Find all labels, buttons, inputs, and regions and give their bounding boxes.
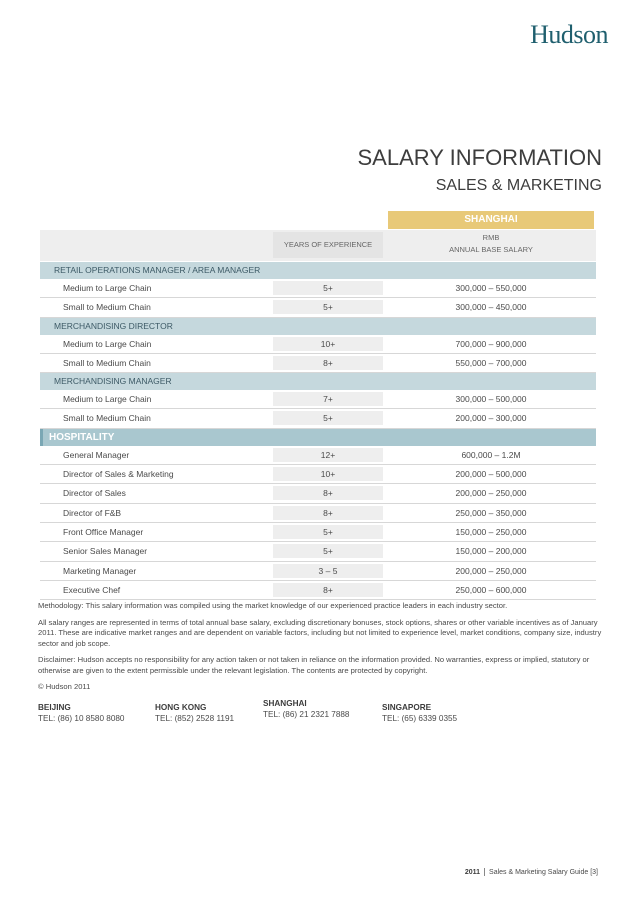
- methodology-note: Methodology: This salary information was compiled using the market knowledge of our experienced practice leaders in each industry sector.: [38, 601, 508, 610]
- role-cell: Senior Sales Manager: [63, 546, 148, 557]
- salary-cell: 150,000 – 200,000: [455, 546, 527, 557]
- page-subtitle: SALES & MARKETING: [435, 177, 602, 194]
- role-cell: Medium to Large Chain: [63, 394, 152, 405]
- office-city: SHANGHAI: [263, 699, 307, 708]
- experience-cell: 5+: [273, 544, 383, 558]
- salary-cell: 600,000 – 1.2M: [461, 449, 521, 460]
- table-row: [40, 409, 596, 427]
- office-city: HONG KONG: [155, 703, 207, 712]
- salary-cell: 250,000 – 600,000: [455, 584, 527, 595]
- table-row: [40, 523, 596, 541]
- office-beijing: [38, 702, 125, 724]
- salary-cell: 150,000 – 250,000: [455, 526, 527, 537]
- role-cell: Small to Medium Chain: [63, 357, 151, 368]
- experience-cell: 8+: [273, 356, 383, 370]
- salary-cell: 200,000 – 250,000: [455, 565, 527, 576]
- footer-page: [3]: [590, 868, 598, 876]
- hudson-logo: Hudson: [530, 20, 608, 49]
- role-cell: Marketing Manager: [63, 565, 137, 576]
- table-row: [40, 484, 596, 502]
- office-hongkong: [155, 702, 234, 724]
- office-tel: TEL: (86) 21 2321 7888: [263, 710, 350, 719]
- salary-cell: 200,000 – 250,000: [455, 488, 527, 499]
- experience-cell: 8+: [273, 583, 383, 597]
- office-shanghai: [263, 698, 350, 720]
- experience-column-header: YEARS OF EXPERIENCE: [273, 232, 383, 258]
- experience-cell: 8+: [273, 486, 383, 500]
- experience-cell: 8+: [273, 506, 383, 520]
- section-header: HOSPITALITY: [40, 429, 596, 446]
- table-row: [40, 542, 596, 560]
- office-tel: TEL: (65) 6339 0355: [382, 714, 458, 723]
- experience-cell: 7+: [273, 392, 383, 406]
- office-tel: TEL: (86) 10 8580 8080: [38, 714, 125, 723]
- salary-cell: 550,000 – 700,000: [455, 357, 527, 368]
- role-cell: Small to Medium Chain: [63, 413, 151, 424]
- disclaimer-note: Disclaimer: Hudson accepts no responsibility for any action taken or not taken in reliance on the information provided. No warranties, express or implied, statutory or otherwise are given to the extent permissible under the relevant legislation. The contents are protected by copyright.: [38, 655, 590, 675]
- table-row: [40, 354, 596, 372]
- salary-cell: 300,000 – 550,000: [455, 283, 527, 293]
- section-header: MERCHANDISING DIRECTOR: [40, 318, 596, 335]
- salary-cell: 700,000 – 900,000: [455, 338, 527, 349]
- salary-table: [40, 262, 596, 600]
- ranges-note: All salary ranges are represented in terms of total annual base salary, excluding discretionary bonuses, stock options, shares or other variable incentives as of January 2011. These are indicative market ranges and are dependent on variable factors, including but not limited to experience level, market conditions, company size, industry sector and job scope.: [38, 617, 602, 648]
- experience-cell: 5+: [273, 411, 383, 425]
- experience-cell: 5+: [273, 525, 383, 539]
- salary-column-header: [388, 232, 594, 258]
- salary-cell: 200,000 – 500,000: [455, 469, 527, 480]
- section-header: MERCHANDISING MANAGER: [40, 373, 596, 390]
- page-title: SALARY INFORMATION: [357, 145, 602, 170]
- office-city: BEIJING: [38, 703, 71, 712]
- salary-cell: 300,000 – 500,000: [455, 394, 527, 405]
- salary-cell: 200,000 – 300,000: [455, 413, 527, 424]
- role-cell: Medium to Large Chain: [63, 283, 152, 293]
- table-row: [40, 562, 596, 580]
- role-cell: Small to Medium Chain: [63, 302, 151, 313]
- experience-cell: 10+: [273, 467, 383, 481]
- role-cell: Director of F&B: [63, 507, 122, 518]
- experience-cell: 5+: [273, 300, 383, 314]
- role-cell: Director of Sales: [63, 488, 126, 499]
- role-cell: Front Office Manager: [63, 526, 144, 537]
- experience-cell: 5+: [273, 281, 383, 295]
- experience-cell: 10+: [273, 337, 383, 351]
- table-row: [40, 504, 596, 522]
- notes-section: [38, 601, 602, 699]
- footer-guide: Sales & Marketing Salary Guide: [489, 868, 589, 876]
- table-row: [40, 279, 596, 297]
- salary-cell: 300,000 – 450,000: [455, 302, 527, 313]
- office-tel: TEL: (852) 2528 1191: [155, 714, 235, 723]
- page-footer: [465, 868, 598, 876]
- region-header: SHANGHAI: [388, 211, 594, 229]
- column-header-row: [40, 230, 596, 261]
- table-row: [40, 446, 596, 464]
- role-cell: Director of Sales & Marketing: [63, 469, 174, 480]
- role-cell: General Manager: [63, 449, 130, 460]
- currency-label: RMB: [482, 233, 500, 242]
- role-cell: Executive Chef: [63, 584, 121, 595]
- row-divider: [40, 599, 596, 600]
- table-row: [40, 335, 596, 353]
- salary-cell: 250,000 – 350,000: [455, 507, 527, 518]
- table-row: [40, 581, 596, 599]
- experience-cell: 12+: [273, 448, 383, 462]
- office-singapore: [382, 702, 457, 724]
- table-row: [40, 465, 596, 483]
- office-city: SINGAPORE: [382, 703, 432, 712]
- table-row: [40, 390, 596, 408]
- footer-year: 2011: [464, 868, 481, 876]
- section-header: RETAIL OPERATIONS MANAGER / AREA MANAGER: [40, 262, 596, 279]
- table-row: [40, 298, 596, 316]
- experience-cell: 3 – 5: [273, 564, 383, 578]
- role-cell: Medium to Large Chain: [63, 338, 152, 349]
- footer-divider: [484, 868, 485, 876]
- salary-label: ANNUAL BASE SALARY: [449, 245, 533, 254]
- copyright-note: © Hudson 2011: [38, 682, 91, 691]
